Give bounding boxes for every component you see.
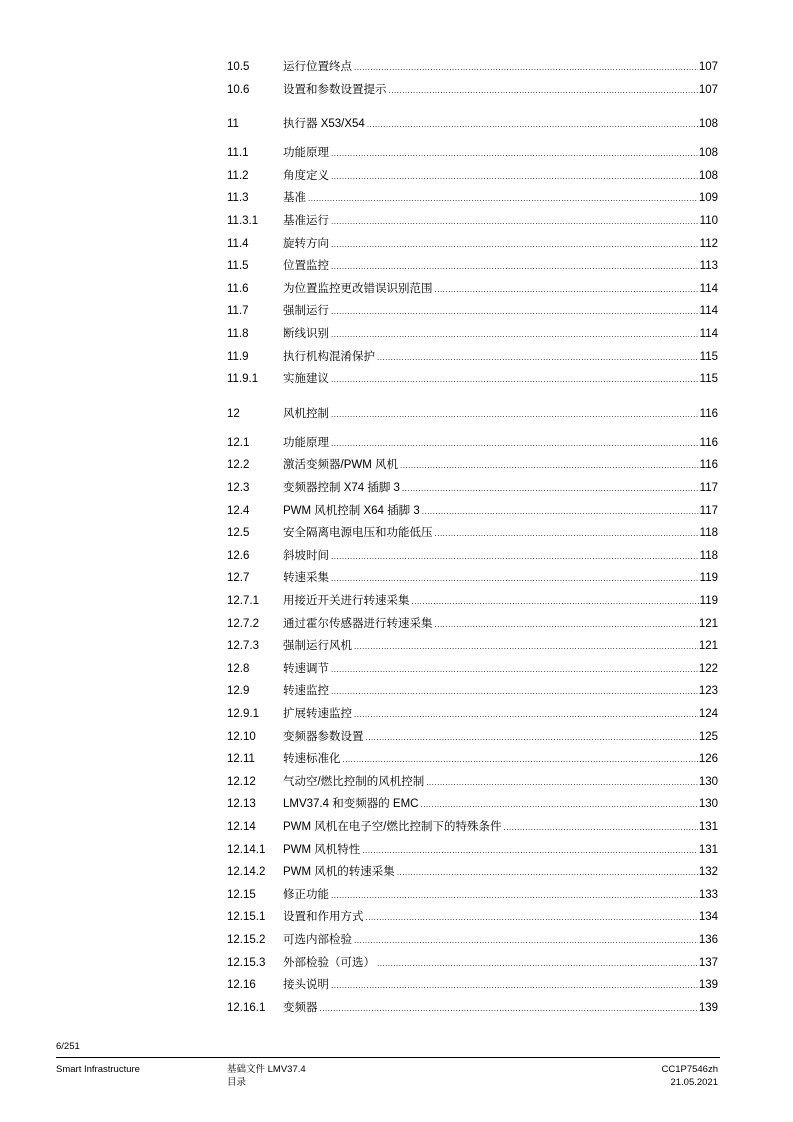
toc-entry[interactable]: [227, 818, 718, 836]
toc-entry-page: 107: [698, 83, 718, 96]
toc-entry-page: 114: [699, 282, 718, 295]
toc-entry-title: 通过霍尔传感器进行转速采集: [283, 617, 433, 630]
toc-entry-page: 134: [698, 911, 718, 924]
toc-entry-number: 12.11: [227, 753, 255, 766]
toc-entry-number: 12.15.2: [227, 934, 266, 946]
toc-entry-number: 12.9: [227, 685, 250, 698]
toc-entry-page: 123: [698, 685, 718, 698]
toc-entry-title: 功能原理: [283, 147, 329, 160]
toc-entry[interactable]: [227, 189, 718, 207]
toc-entry-number: 12.6: [227, 549, 250, 562]
toc-entry-page: 110: [699, 215, 718, 227]
toc-dot-leader: [331, 258, 699, 276]
toc-entry-number: 11.1: [227, 147, 249, 160]
toc-entry[interactable]: [227, 976, 718, 994]
toc-entry-number: 12.16.1: [227, 1001, 266, 1014]
toc-entry[interactable]: [227, 302, 718, 320]
toc-entry-page: 112: [699, 237, 718, 250]
toc-dot-leader: [420, 796, 697, 814]
toc-dot-leader: [331, 435, 699, 453]
toc-entry-page: 116: [699, 459, 718, 472]
toc-entry-number: 12.16: [227, 979, 256, 992]
toc-entry-title: 强制运行: [283, 305, 329, 318]
toc-entry[interactable]: [227, 81, 718, 99]
toc-entry[interactable]: [227, 144, 718, 162]
toc-entry[interactable]: [227, 773, 718, 791]
toc-entry-number: 11.9: [227, 350, 249, 363]
toc-entry[interactable]: [227, 434, 718, 452]
toc-entry-title: 实施建议: [283, 373, 329, 386]
toc-entry[interactable]: [227, 841, 718, 859]
toc-entry-title: 断线识别: [283, 328, 329, 340]
toc-entry-number: 11.3.1: [227, 215, 259, 227]
toc-entry[interactable]: [227, 750, 718, 768]
toc-entry-page: 132: [698, 866, 718, 879]
toc-dot-leader: [366, 909, 698, 927]
toc-entry[interactable]: [227, 705, 718, 723]
toc-entry-number: 12.2: [227, 459, 250, 472]
toc-entry-number: 11.7: [227, 305, 249, 318]
toc-entry-title: 扩展转速监控: [283, 708, 352, 720]
toc-entry-number: 12.14: [227, 821, 256, 833]
toc-dot-leader: [366, 729, 698, 747]
toc-entry[interactable]: [227, 212, 718, 230]
toc-dot-leader: [320, 1000, 698, 1018]
toc-entry-page: 109: [698, 192, 718, 205]
toc-entry-title: 设置和参数设置提示: [283, 83, 387, 96]
toc-entry[interactable]: [227, 931, 718, 949]
toc-entry-title: 执行机构混淆保护: [283, 350, 375, 363]
toc-entry-number: 11.9.1: [227, 373, 259, 386]
toc-entry-page: 137: [698, 956, 718, 969]
toc-dot-leader: [422, 503, 699, 521]
toc-entry-number: 12.12: [227, 775, 256, 788]
toc-entry-page: 125: [698, 730, 718, 743]
toc-entry-page: 136: [698, 934, 718, 946]
toc-entry-page: 121: [698, 617, 718, 630]
toc-dot-leader: [331, 570, 699, 588]
toc-entry-number: 12.15.3: [227, 956, 266, 969]
toc-dot-leader: [354, 59, 698, 77]
toc-entry-title: 基准运行: [283, 215, 329, 227]
toc-entry-number: 12.4: [227, 504, 250, 517]
toc-entry-title: 变频器: [283, 1001, 318, 1014]
toc-entry-title: PWM 风机在电子空/燃比控制下的特殊条件: [283, 821, 502, 833]
section-name: 目录: [227, 1077, 247, 1088]
toc-entry[interactable]: [227, 348, 718, 366]
company-name: Smart Infrastructure: [56, 1064, 140, 1075]
toc-entry[interactable]: [227, 370, 718, 388]
page-number: 6/251: [56, 1041, 80, 1052]
toc-entry-title: 接头说明: [283, 979, 329, 992]
footer-divider: [56, 1057, 720, 1058]
toc-dot-leader: [343, 751, 698, 769]
toc-dot-leader: [308, 190, 698, 208]
toc-entry[interactable]: [227, 660, 718, 678]
toc-dot-leader: [354, 932, 698, 950]
toc-entry[interactable]: [227, 524, 718, 542]
toc-entry[interactable]: [227, 637, 718, 655]
toc-entry[interactable]: [227, 569, 718, 587]
toc-dot-leader: [331, 303, 699, 321]
toc-entry-title: 可选内部检验: [283, 934, 352, 946]
toc-dot-leader: [331, 683, 698, 701]
toc-dot-leader: [435, 281, 699, 299]
toc-entry-title: 安全隔离电源电压和功能低压: [283, 527, 433, 540]
document-id: CC1P7546zh: [661, 1064, 718, 1075]
toc-dot-leader: [397, 864, 698, 882]
toc-dot-leader: [400, 457, 699, 475]
toc-entry-number: 12.14.2: [227, 866, 266, 879]
toc-entry-page: 131: [698, 843, 718, 856]
toc-entry-title: 转速调节: [283, 662, 329, 675]
toc-dot-leader: [331, 236, 699, 254]
toc-entry-page: 114: [699, 305, 718, 318]
toc-entry-page: 133: [698, 888, 718, 901]
toc-entry-number: 11.2: [227, 169, 249, 182]
toc-entry-title: 基准: [283, 192, 306, 205]
toc-entry-page: 116: [699, 407, 718, 420]
toc-dot-leader: [331, 326, 699, 344]
toc-entry-number: 11: [227, 118, 239, 131]
toc-entry[interactable]: [227, 235, 718, 253]
toc-entry-number: 11.5: [227, 260, 249, 273]
toc-entry-number: 11.8: [227, 328, 249, 340]
toc-entry-title: 功能原理: [283, 436, 329, 449]
toc-entry-title: 位置监控: [283, 260, 329, 273]
toc-entry[interactable]: [227, 954, 718, 972]
toc-entry-number: 10.5: [227, 61, 250, 73]
toc-entry[interactable]: [227, 325, 718, 343]
toc-entry[interactable]: [227, 908, 718, 926]
toc-entry-title: 激活变频器/PWM 风机: [283, 459, 398, 472]
toc-dot-leader: [377, 955, 698, 973]
toc-entry-title: 角度定义: [283, 169, 329, 182]
toc-entry-number: 12.9.1: [227, 708, 259, 720]
toc-entry-number: 12.5: [227, 527, 250, 540]
toc-entry-number: 11.4: [227, 237, 249, 250]
toc-entry-number: 12.15: [227, 888, 256, 901]
toc-entry-title: 用接近开关进行转速采集: [283, 595, 410, 607]
toc-entry-number: 12.3: [227, 482, 250, 494]
toc-dot-leader: [331, 977, 698, 995]
toc-entry-page: 117: [699, 504, 718, 517]
document-date: 21.05.2021: [670, 1077, 718, 1088]
toc-entry-number: 12.7.1: [227, 595, 259, 607]
toc-dot-leader: [435, 525, 699, 543]
toc-entry[interactable]: [227, 479, 718, 497]
toc-entry[interactable]: [227, 886, 718, 904]
toc-entry[interactable]: [227, 999, 718, 1017]
toc-dot-leader: [331, 406, 699, 424]
toc-entry[interactable]: [227, 795, 718, 813]
toc-entry-title: 风机控制: [283, 407, 329, 420]
document-title: 基础文件 LMV37.4: [227, 1064, 306, 1075]
toc-entry-number: 12.13: [227, 798, 256, 811]
toc-entry-page: 116: [699, 436, 718, 449]
toc-entry[interactable]: [227, 502, 718, 520]
toc-entry-title: 转速采集: [283, 572, 329, 585]
toc-entry-number: 12: [227, 407, 240, 420]
toc-entry-number: 10.6: [227, 83, 250, 96]
toc-entry-number: 12.7.2: [227, 617, 259, 630]
toc-entry-title: 强制运行风机: [283, 640, 352, 653]
toc-entry[interactable]: [227, 592, 718, 610]
toc-dot-leader: [331, 213, 699, 231]
toc-dot-leader: [367, 116, 698, 134]
toc-entry-page: 126: [698, 753, 718, 766]
toc-entry-page: 124: [698, 708, 718, 720]
toc-entry-page: 139: [698, 979, 718, 992]
toc-entry-page: 118: [699, 549, 718, 562]
toc-entry-page: 115: [699, 373, 718, 386]
toc-dot-leader: [331, 887, 698, 905]
toc-dot-leader: [331, 145, 698, 163]
toc-entry-title: 转速标准化: [283, 753, 341, 766]
toc-entry-number: 12.8: [227, 662, 250, 675]
toc-entry-number: 12.1: [227, 436, 250, 449]
toc-entry-page: 118: [699, 527, 718, 540]
toc-entry-page: 130: [698, 798, 718, 811]
toc-entry-page: 107: [698, 61, 718, 73]
toc-dot-leader: [504, 819, 698, 837]
toc-entry[interactable]: [227, 682, 718, 700]
toc-entry-number: 12.7.3: [227, 640, 259, 653]
toc-entry-title: 转速监控: [283, 685, 329, 698]
toc-dot-leader: [362, 842, 698, 860]
toc-entry[interactable]: [227, 615, 718, 633]
toc-entry[interactable]: [227, 280, 718, 298]
toc-dot-leader: [331, 168, 698, 186]
toc-entry[interactable]: [227, 405, 718, 423]
toc-entry-page: 108: [698, 147, 718, 160]
toc-entry-page: 117: [699, 482, 718, 494]
toc-entry[interactable]: [227, 257, 718, 275]
toc-entry-title: 为位置监控更改错误识别范围: [283, 282, 433, 295]
toc-dot-leader: [389, 82, 698, 100]
toc-entry-number: 12.15.1: [227, 911, 266, 924]
toc-entry[interactable]: [227, 58, 718, 76]
toc-entry-title: 气动空/燃比控制的风机控制: [283, 775, 425, 788]
toc-dot-leader: [331, 371, 699, 389]
toc-entry-page: 114: [699, 328, 718, 340]
toc-entry-title: PWM 风机的转速采集: [283, 866, 395, 879]
toc-dot-leader: [377, 349, 699, 367]
toc-dot-leader: [402, 480, 699, 498]
toc-entry-page: 108: [698, 118, 718, 131]
toc-dot-leader: [331, 661, 698, 679]
toc-entry-title: 变频器控制 X74 插脚 3: [283, 482, 400, 494]
toc-entry-number: 12.14.1: [227, 843, 266, 856]
toc-entry-page: 121: [698, 640, 718, 653]
toc-entry-title: 外部检验（可选）: [283, 956, 375, 969]
toc-entry[interactable]: [227, 167, 718, 185]
toc-entry-number: 11.3: [227, 192, 249, 205]
toc-entry[interactable]: [227, 728, 718, 746]
toc-entry-page: 139: [698, 1001, 718, 1014]
toc-dot-leader: [354, 706, 698, 724]
toc-entry[interactable]: [227, 456, 718, 474]
toc-entry-number: 12.10: [227, 730, 256, 743]
toc-entry-title: 旋转方向: [283, 237, 329, 250]
toc-entry-number: 12.7: [227, 572, 250, 585]
toc-entry-page: 115: [699, 350, 718, 363]
toc-entry-page: 131: [698, 821, 718, 833]
toc-entry-title: PWM 风机特性: [283, 843, 361, 856]
toc-entry-title: 修正功能: [283, 888, 329, 901]
toc-entry-title: PWM 风机控制 X64 插脚 3: [283, 504, 420, 517]
toc-entry-page: 130: [698, 775, 718, 788]
toc-dot-leader: [354, 638, 698, 656]
toc-entry[interactable]: [227, 863, 718, 881]
toc-dot-leader: [426, 774, 698, 792]
toc-entry-title: 运行位置终点: [283, 61, 352, 73]
toc-entry-title: 斜坡时间: [283, 549, 329, 562]
toc-entry-page: 122: [698, 662, 718, 675]
toc-dot-leader: [331, 548, 699, 566]
toc-entry-page: 113: [699, 260, 718, 273]
toc-entry-page: 108: [698, 169, 718, 182]
toc-dot-leader: [412, 593, 699, 611]
toc-entry-title: 执行器 X53/X54: [283, 118, 365, 131]
toc-entry[interactable]: [227, 547, 718, 565]
toc-dot-leader: [435, 616, 698, 634]
toc-entry-number: 11.6: [227, 282, 249, 295]
toc-entry-title: LMV37.4 和变频器的 EMC: [283, 798, 419, 811]
toc-entry-title: 变频器参数设置: [283, 730, 364, 743]
toc-entry-page: 119: [699, 572, 718, 585]
toc-entry-title: 设置和作用方式: [283, 911, 364, 924]
toc-entry-page: 119: [699, 595, 718, 607]
toc-entry[interactable]: [227, 115, 718, 133]
